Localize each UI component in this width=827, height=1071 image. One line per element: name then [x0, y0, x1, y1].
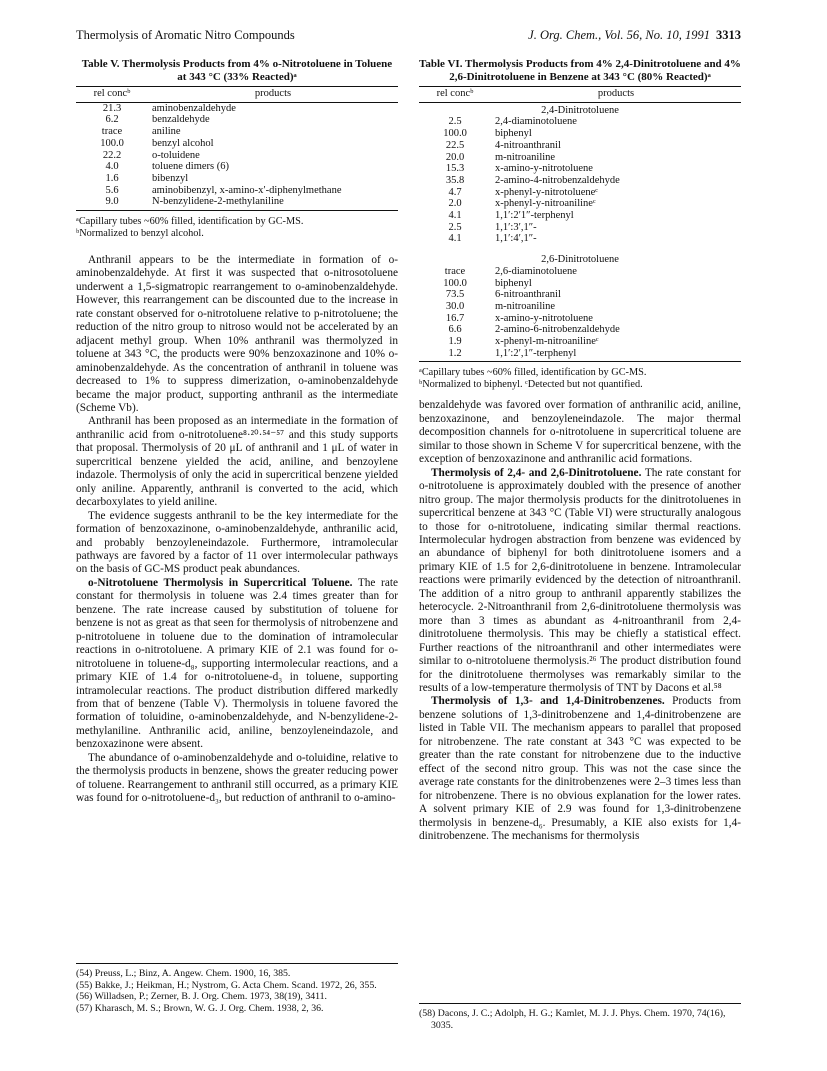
reference: (57) Kharasch, M. S.; Brown, W. G. J. Org. Chem. 1938, 2, 36. — [76, 1002, 324, 1014]
product-cell: aminobibenzyl, x-amino-x′-diphenylmethane — [152, 184, 342, 196]
rel-conc-cell: 1.6 — [105, 172, 119, 184]
rel-conc-cell: 15.3 — [445, 163, 465, 175]
product-cell: 2-amino-6-nitrobenzaldehyde — [495, 324, 620, 336]
table-row — [76, 173, 398, 185]
running-head-citation — [528, 28, 741, 43]
table-row — [419, 301, 741, 313]
table-row — [419, 163, 741, 175]
page-number: 3313 — [716, 28, 741, 42]
product-cell: 4-nitroanthranil — [495, 139, 561, 151]
table6-note-bc: ᵇNormalized to biphenyl. ᶜDetected but not quantified. — [419, 379, 643, 391]
table6-col-products: products — [491, 87, 741, 103]
table-row — [76, 161, 398, 173]
section-heading: o-Nitrotoluene Thermolysis in Supercritical Toluene. — [88, 576, 353, 589]
product-cell: 2,6-diaminotoluene — [495, 265, 577, 277]
rel-conc-cell: 4.1 — [448, 210, 462, 222]
rel-conc-cell: 2.5 — [448, 116, 462, 128]
paragraph: Anthranil appears to be the intermediate in formation of o-aminobenzaldehyde. At first it was suspected that o-nitrosotoluene underwent a 1,5-sigmatropic rearrangement to o-aminobenzaldehyde. However, this rearrangement can be discounted due to the increase in rate constant observed for o-nitrotoluene relative to p-nitrotoluene; the reduction of the nitro group to nitroso would not be accelerated by an adjacent methyl group. When 10% anthranil was thermolyzed in toluene at 343 °C, the products were 90% benzoxazinone and 10% o-aminobenzaldehyde. As the concentration of anthranil in toluene was decreased to 1% to suppress dimerization, o-aminobenzaldehyde became the major product, supporting anthranil as the intermediate (Scheme Vb). — [76, 254, 398, 415]
table5-col-products: products — [148, 87, 398, 103]
product-cell: m-nitroaniline — [495, 300, 556, 312]
product-cell: aminobenzaldehyde — [152, 102, 236, 114]
rel-conc-cell: 6.6 — [448, 324, 462, 336]
rel-conc-cell: 100.0 — [443, 277, 467, 289]
footnote-references-right — [419, 1003, 741, 1031]
table-row — [419, 198, 741, 210]
table-row — [419, 140, 741, 152]
table6-body — [419, 102, 741, 362]
rel-conc-cell: 16.7 — [445, 312, 465, 324]
table5-note-a: ᵃCapillary tubes ~60% filled, identification by GC-MS. — [76, 216, 304, 228]
table-row — [419, 222, 741, 234]
rel-conc-cell: 35.8 — [445, 174, 465, 186]
product-cell: x-phenyl-m-nitroanilineᶜ — [495, 336, 599, 348]
table-row — [419, 128, 741, 140]
paragraph: benzaldehyde was favored over formation of anthranilic acid, aniline, benzoxazinone, and benzoyleneindazole. The major thermal decomposition channels for o-nitrotoluene in supercritical toluene are similar to those shown in Scheme V for supercritical benzene, with the exception of benzoxazinone and anthranilic acid formations. — [419, 399, 741, 466]
rel-conc-cell: 4.0 — [105, 161, 119, 173]
spacer-cell — [419, 245, 741, 252]
rel-conc-cell: 20.0 — [445, 151, 465, 163]
product-cell: x-amino-y-nitrotoluene — [495, 163, 593, 175]
group-label: 2,6-Dinitrotoluene — [541, 254, 619, 266]
table6-col-conc: rel concᵇ — [419, 87, 491, 103]
section-heading: Thermolysis of 1,3- and 1,4-Dinitrobenzenes. — [431, 695, 665, 708]
product-cell: toluene dimers (6) — [152, 161, 229, 173]
table6-notes — [419, 367, 741, 391]
running-head-title: Thermolysis of Aromatic Nitro Compounds — [76, 28, 295, 42]
table5-title: Table V. Thermolysis Products from 4% o-Nitrotoluene in Toluene at 343 °C (33% Reacted)ᵃ — [81, 58, 393, 83]
table-row — [76, 150, 398, 162]
product-cell: o-toluidene — [152, 149, 200, 161]
product-cell: benzaldehyde — [152, 114, 210, 126]
table-row — [419, 187, 741, 199]
table5-note-b: ᵇNormalized to benzyl alcohol. — [76, 228, 204, 240]
rel-conc-cell: 100.0 — [100, 137, 124, 149]
paragraph: Anthranil has been proposed as an intermediate in the formation of anthranilic acid from o-nitrotoluene⁸·²⁰·⁵⁴⁻⁵⁷ and this study supports that proposal. Thermolysis of 20 μL of anthranil and 1 μL of water in supercritical benzene yielded the acid, aniline, and benzoylene indazole. Thermolysis of only the acid in supercritical benzene yielded only aniline. Apparently, anthranil is converted to the acid, which decarboxylates to yield aniline. — [76, 415, 398, 509]
reference: (55) Bakke, J.; Heikman, H.; Nystrom, G. Acta Chem. Scand. 1972, 26, 355. — [76, 979, 377, 991]
section-heading: Thermolysis of 2,4- and 2,6-Dinitrotoluene. — [431, 466, 642, 479]
table6-note-a: ᵃCapillary tubes ~60% filled, identification by GC-MS. — [419, 367, 647, 379]
rel-conc-cell: 9.0 — [105, 196, 119, 208]
product-cell: 1,1′:2′1″-terphenyl — [495, 210, 574, 222]
product-cell: 2-amino-4-nitrobenzaldehyde — [495, 174, 620, 186]
product-cell: x-phenyl-y-nitroanilineᶜ — [495, 198, 596, 210]
product-cell: 1,1′:3′,1″- — [495, 221, 537, 233]
product-cell: 1,1′:4′,1″- — [495, 233, 537, 245]
table5-body — [76, 102, 398, 210]
rel-conc-cell: 1.2 — [448, 347, 462, 359]
journal-citation: J. Org. Chem., Vol. 56, No. 10, 1991 — [528, 28, 710, 42]
product-cell: aniline — [152, 126, 181, 138]
rel-conc-cell: 2.5 — [448, 221, 462, 233]
paragraph: The abundance of o-aminobenzaldehyde and o-toluidine, relative to the thermolysis products in benzene, shows the greater reducing power of toluene. Rearrangement to anthranil still occurred, as a primary KIE was found for o-nitrotoluene-d₃, but reduction of anthranil to o-amino- — [76, 751, 398, 805]
table-row — [419, 210, 741, 222]
rel-conc-cell: 5.6 — [105, 184, 119, 196]
section-text: The rate constant for thermolysis in toluene was 2.4 times greater than for benzene. The rate increase caused by substitution of toluene for benzene is not as great as that seen for thermolysis of nitrobenzene and p-nitrotoluene in toluene due to the domination of intramolecular reactions in o-nitrotoluene. A primary KIE of 2.1 was found for o-nitrotoluene in toluene-d₈, supporting intermolecular reactions, and a primary KIE of 1.4 for o-nitrotoluene-d₃ in toluene, supporting intramolecular reactions. The product distribution differed markedly from that of benzene (Table V). Thermolysis in toluene favored the formation of toluidine, o-aminobenzaldehyde, and N-benzylidene-2-methylaniline. Anthranilic acid, aniline, benzoyleneindazole, and benzoxazinone were absent. — [76, 576, 398, 751]
product-cell: biphenyl — [495, 277, 532, 289]
table-row — [76, 102, 398, 114]
product-cell: biphenyl — [495, 128, 532, 140]
rel-conc-cell: 22.5 — [445, 139, 465, 151]
product-cell: x-phenyl-y-nitrotolueneᶜ — [495, 186, 598, 198]
table-row — [419, 289, 741, 301]
product-cell: 6-nitroanthranil — [495, 289, 561, 301]
table-row — [76, 185, 398, 197]
section-paragraph — [76, 577, 398, 752]
rel-conc-cell: trace — [444, 265, 466, 277]
table-row — [419, 336, 741, 348]
table-row — [419, 116, 741, 128]
table5-col-conc: rel concᵇ — [76, 87, 148, 103]
rel-conc-cell: 4.7 — [448, 186, 462, 198]
table-row — [419, 313, 741, 325]
table6 — [419, 86, 741, 362]
table-row — [419, 233, 741, 245]
product-cell: x-amino-y-nitrotoluene — [495, 312, 593, 324]
section-paragraph — [419, 695, 741, 843]
table5-notes — [76, 216, 398, 240]
table-row — [419, 152, 741, 164]
reference: (56) Willadsen, P.; Zerner, B. J. Org. Chem. 1973, 38(19), 3411. — [76, 991, 328, 1002]
rel-conc-cell: 100.0 — [443, 128, 467, 140]
table-row — [419, 348, 741, 362]
rel-conc-cell: 22.2 — [102, 149, 122, 161]
reference: (58) Dacons, J. C.; Adolph, H. G.; Kamlet, M. J. J. Phys. Chem. 1970, 74(16), 3035. — [419, 1008, 726, 1031]
running-head — [76, 28, 741, 44]
product-cell: bibenzyl — [152, 172, 189, 184]
rel-conc-cell: 21.3 — [102, 102, 122, 114]
product-cell: 1,1′:2′,1″-terphenyl — [495, 347, 577, 359]
table-row — [419, 175, 741, 187]
section-text: Products from benzene solutions of 1,3-dinitrobenzene and 1,4-dinitrobenzene are listed in Table VII. The mechanism appears to parallel that proposed for nitrobenzene. The rate constant at 343 °C was expected to be greater than the rate constant for nitrobenzene due to the inductive effect of the second nitro group. This was not the case since the average rate constants for the dinitrobenzenes were 2–3 times less than for nitrobenzene. There is no obvious explanation for the lower rates. A solvent primary KIE of 2.9 was found for 1,3-dinitrobenzene thermolysis in benzene-d₆. Presumably, a KIE also exists for 1,4-dinitrobenzene. The mechanisms for thermolysis — [419, 695, 741, 842]
reference: (54) Preuss, L.; Binz, A. Angew. Chem. 1900, 16, 385. — [76, 968, 291, 979]
rel-conc-cell: 1.9 — [448, 336, 462, 348]
rel-conc-cell: trace — [101, 126, 123, 138]
rel-conc-cell: 4.1 — [448, 233, 462, 245]
rel-conc-cell: 6.2 — [105, 114, 119, 126]
table-row — [76, 114, 398, 126]
rel-conc-cell: 2.0 — [448, 198, 462, 210]
table-row — [76, 196, 398, 210]
left-column — [76, 58, 398, 806]
group-label: 2,4-Dinitrotoluene — [541, 104, 619, 116]
spacer-row — [419, 245, 741, 252]
left-body — [76, 254, 398, 806]
table-row — [76, 126, 398, 138]
table-row — [76, 138, 398, 150]
product-cell: N-benzylidene-2-methylaniline — [152, 196, 284, 208]
product-cell: benzyl alcohol — [152, 137, 214, 149]
group-row — [419, 102, 741, 116]
product-cell: 2,4-diaminotoluene — [495, 116, 577, 128]
table-row — [419, 266, 741, 278]
right-body — [419, 399, 741, 843]
section-text: The rate constant for o-nitrotoluene is approximately doubled with the presence of another nitro group. The major thermolysis products for the dinitrotoluenes in supercritical benzene at 343 °C (Table VI) were structurally analogous to those for o-nitrotoluene, indicating similar thermal reactions. Intermolecular hydrogen abstraction from benzene was evidenced by an abundance of biphenyl for both dinitrotoluene isomers and a primary KIE of 1.5 for 2,6-dinitrotoluene in benzene. Intramolecular reactions were primarily evidenced by the detection of nitroanthranil. The addition of a nitro group to anthranil apparently stabilizes the heterocycle. 2-Nitroanthranil from 2,6-dinitrotoluene thermolysis was more than 3 times as abundant as 4-nitroanthranil from 2,4-dinitrotoluene thermolysis. This may be chiefly a statistical effect. Further reactions of the nitroanthranil and other intermediates were similar to o-nitrotoluene thermolysis.²⁶ The product distribution found for the dinitrotoluene thermolyses was remarkably similar to the results of a low-temperature thermolysis of TNT by Dacons et al.⁵⁸ — [419, 466, 741, 694]
table6-title: Table VI. Thermolysis Products from 4% 2,4-Dinitrotoluene and 4% 2,6-Dinitrotoluene in Benzene at 343 °C (80% Reacted)ᵃ — [419, 58, 741, 83]
table5 — [76, 86, 398, 211]
group-row — [419, 252, 741, 266]
rel-conc-cell: 73.5 — [445, 289, 465, 301]
table-row — [419, 278, 741, 290]
rel-conc-cell: 30.0 — [445, 300, 465, 312]
right-column — [419, 58, 741, 843]
section-paragraph — [419, 467, 741, 696]
product-cell: m-nitroaniline — [495, 151, 556, 163]
table-row — [419, 324, 741, 336]
paragraph: The evidence suggests anthranil to be the key intermediate for the formation of benzoxazinone, o-aminobenzaldehyde, anthranilic acid, and probably benzoyleneindazole. Furthermore, intramolecular pathways are favored by a factor of 11 over intermolecular pathways on the basis of GC-MS product peak abundances. — [76, 509, 398, 576]
footnote-references-left — [76, 963, 398, 1014]
